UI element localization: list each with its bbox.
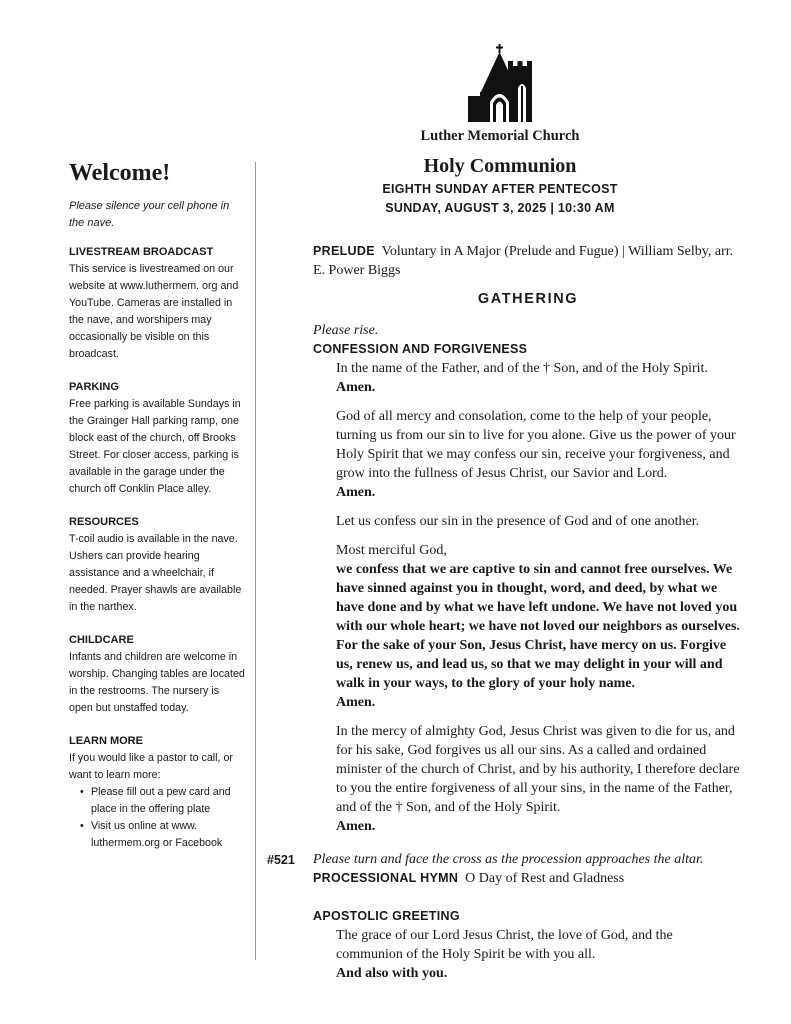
livestream-heading: LIVESTREAM BROADCAST xyxy=(69,246,214,258)
livestream-text: This service is livestreamed on our website at www.luthermem. org and YouTube. Cameras are installed in the nave, and worshipers may occasionally be visible on this broadcast. xyxy=(69,263,239,360)
resources-heading: RESOURCES xyxy=(69,516,139,528)
learn-more-heading: LEARN MORE xyxy=(69,735,143,747)
liturgical-day: EIGHTH SUNDAY AFTER PENTECOST xyxy=(382,182,618,196)
silence-phone-note: Please silence your cell phone in the nave. xyxy=(69,200,230,229)
welcome-title: Welcome! xyxy=(69,160,171,186)
greeting-heading: APOSTOLIC GREETING xyxy=(313,909,460,923)
church-name: Luther Memorial Church xyxy=(420,128,580,144)
processional-hymn-label: PROCESSIONAL HYMN xyxy=(313,871,459,885)
processional-hymn-title: O Day of Rest and Gladness xyxy=(465,871,625,886)
rise-instruction: Please rise. xyxy=(313,323,379,338)
confession-response: we confess that we are captive to sin and cannot free ourselves. We have sinned against you in thought, word, and deed, by what we have done and by what we have left undone. We have not loved you with our whole heart; we have not loved our neighbors as ourselves. For the sake of your Son, Jesus Christ, have mercy on us. Forgive us, renew us, and lead us, so that we may delight in your will and walk in your ways, to the glory of your holy name. xyxy=(336,562,740,691)
parking-text: Free parking is available Sundays in the Grainger Hall parking ramp, one block east of the church, off Brooks Street. For closer access, parking is available in the garage under the church off Conklin Place alley. xyxy=(69,398,241,495)
confession-heading: CONFESSION AND FORGIVENESS xyxy=(313,342,528,356)
learn-more-list xyxy=(69,784,245,852)
prelude-label: PRELUDE xyxy=(313,244,375,258)
gathering-heading: GATHERING xyxy=(477,291,579,307)
greeting-text: The grace of our Lord Jesus Christ, the love of God, and the communion of the Holy Spirit be with you all. xyxy=(336,928,673,962)
parking-heading: PARKING xyxy=(69,381,119,393)
welcome-sidebar xyxy=(69,158,245,852)
childcare-text: Infants and children are welcome in worship. Changing tables are located in the restrooms. The nursery is open but unstaffed today. xyxy=(69,651,245,714)
most-merciful-line: Most merciful God, xyxy=(336,543,447,558)
service-date-time: SUNDAY, AUGUST 3, 2025 | 10:30 AM xyxy=(385,201,615,215)
liturgy-column xyxy=(313,242,743,983)
procession-instruction: Please turn and face the cross as the procession approaches the altar. xyxy=(313,852,704,867)
list-item: • Visit us online at www. luthermem.org or Facebook xyxy=(69,818,245,852)
prelude-line xyxy=(313,242,743,280)
list-item: • Please fill out a pew card and place in the offering plate xyxy=(69,784,245,818)
amen-response: Amen. xyxy=(336,380,376,395)
absolution-text: In the mercy of almighty God, Jesus Christ was given to die for us, and for his sake, God forgives us all our sins. As a called and ordained minister of the church of Christ, and by his authority, I therefore declare to you the entire forgiveness of all your sins, in the name of the Father, and of the † Son, and of the Holy Spirit. xyxy=(336,724,740,815)
church-steeple-icon xyxy=(466,44,534,122)
hymn-number: #521 xyxy=(267,853,295,867)
service-title: Holy Communion xyxy=(423,155,577,177)
column-divider xyxy=(255,162,256,960)
learn-more-intro: If you would like a pastor to call, or want to learn more: xyxy=(69,752,233,781)
amen-response: Amen. xyxy=(336,485,376,500)
childcare-heading: CHILDCARE xyxy=(69,634,134,646)
prelude-text: Voluntary in A Major (Prelude and Fugue) | William Selby, arr. E. Power Biggs xyxy=(313,244,734,278)
amen-response: Amen. xyxy=(336,819,376,834)
processional-hymn-line xyxy=(313,869,743,888)
prayer-mercy: God of all mercy and consolation, come to the help of your people, turning us from our sin to live for you alone. Give us the power of your Holy Spirit that we may confess our sin, receive your forgiveness, and grow into the fullness of Jesus Christ, our Savior and Lord. xyxy=(336,409,736,481)
greeting-response: And also with you. xyxy=(336,966,448,981)
resources-text: T-coil audio is available in the nave. Ushers can provide hearing assistance and a wheelchair, if needed. Prayer shawls are available in the narthex. xyxy=(69,533,242,613)
confess-invitation: Let us confess our sin in the presence of God and of one another. xyxy=(336,514,700,529)
amen-response: Amen. xyxy=(336,695,376,710)
confession-opening: In the name of the Father, and of the † Son, and of the Holy Spirit. xyxy=(336,361,708,376)
